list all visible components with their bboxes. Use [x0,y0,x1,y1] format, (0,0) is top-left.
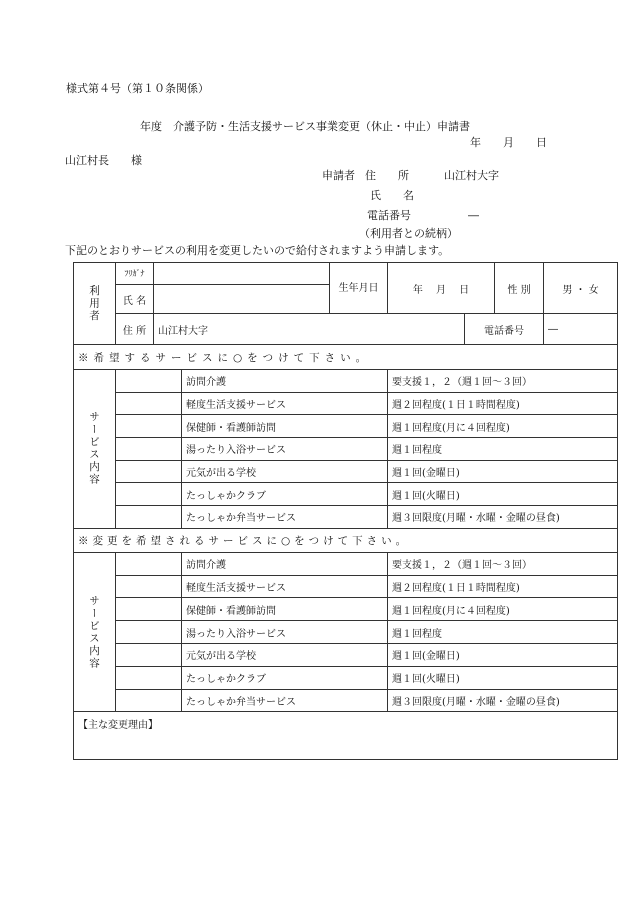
change-service-frequency: 週１回(金曜日) [388,644,618,667]
change-reason-label: 【主な変更理由】 [78,720,158,732]
change-service-name: たっしゃか弁当サービス [182,689,388,712]
change-service-frequency: 週１回程度 [388,621,618,644]
change-service-check[interactable] [116,644,182,667]
furigana-label: ﾌﾘｶﾞﾅ [116,263,154,285]
change-service-check[interactable] [116,621,182,644]
desired-service-name: たっしゃかクラブ [182,483,388,506]
desired-service-name: 湯ったり入浴サービス [182,438,388,461]
intro-text: 下記のとおりサービスの利用を変更したいので給付されますよう申請します。 [65,244,450,257]
change-service-name: 訪問介護 [182,552,388,575]
desired-service-check[interactable] [116,370,182,393]
gender-label: 性 別 [495,263,544,314]
gender-select[interactable]: 男 ・ 女 [544,263,618,314]
desired-service-name: 訪問介護 [182,370,388,393]
form-number: 様式第４号（第１０条関係） [66,82,209,95]
application-form-table [73,262,618,760]
desired-service-frequency: 要支援１，２（週１回～３回） [388,370,618,393]
applicant-address-value[interactable]: 山江村大字 [444,169,499,182]
desired-service-frequency: 週１回程度(月に４回程度) [388,415,618,438]
applicant-label: 申請者 [322,169,355,182]
name-label: 氏 名 [116,285,154,314]
change-service-check[interactable] [116,575,182,598]
desired-service-frequency: 週１回程度 [388,438,618,461]
user-label: 利用者 [88,284,100,323]
change-service-check[interactable] [116,598,182,621]
applicant-relation-label: （利用者との続柄） [359,227,458,240]
address-label: 住 所 [116,314,154,345]
furigana-input[interactable] [154,263,330,285]
user-label-cell [74,263,116,345]
phone-label: 電話番号 [465,314,544,345]
change-services-banner: ※変更を希望されるサービスに○をつけて下さい。 [74,528,618,552]
desired-services-label: サービス内容 [88,411,100,487]
phone-input[interactable]: ― [544,314,618,345]
change-service-name: 元気が出る学校 [182,644,388,667]
desired-services-label-cell [74,370,116,529]
applicant-phone-label: 電話番号 [367,209,411,222]
desired-service-check[interactable] [116,506,182,529]
change-service-name: たっしゃかクラブ [182,666,388,689]
desired-service-check[interactable] [116,392,182,415]
desired-service-check[interactable] [116,483,182,506]
desired-service-frequency: 週３回限度(月曜・水曜・金曜の昼食) [388,506,618,529]
desired-service-name: たっしゃか弁当サービス [182,506,388,529]
birth-label: 生年月日 [330,263,388,314]
change-services-label-cell [74,552,116,712]
change-service-check[interactable] [116,552,182,575]
change-service-frequency: 週１回程度(月に４回程度) [388,598,618,621]
addressee: 山江村長 様 [65,154,142,167]
desired-service-frequency: 週２回程度(１日１時間程度) [388,392,618,415]
change-service-frequency: 週３回限度(月曜・水曜・金曜の昼食) [388,689,618,712]
desired-service-check[interactable] [116,438,182,461]
desired-service-name: 元気が出る学校 [182,460,388,483]
change-service-check[interactable] [116,689,182,712]
desired-service-check[interactable] [116,460,182,483]
birth-date-field[interactable]: 年 月 日 [388,263,495,314]
applicant-name-label: 氏 名 [370,189,414,202]
form-title: 年度 介護予防・生活支援サービス事業変更（休止・中止）申請書 [140,120,470,133]
change-reason-field[interactable] [74,712,618,760]
applicant-phone-value[interactable]: ― [468,209,479,222]
change-service-check[interactable] [116,666,182,689]
desired-service-check[interactable] [116,415,182,438]
desired-service-name: 軽度生活支援サービス [182,392,388,415]
change-service-frequency: 要支援１，２（週１回～３回） [388,552,618,575]
desired-service-frequency: 週１回(火曜日) [388,483,618,506]
date-line: 年 月 日 [470,136,547,149]
change-service-name: 湯ったり入浴サービス [182,621,388,644]
address-input[interactable]: 山江村大字 [154,314,465,345]
change-service-name: 保健師・看護師訪問 [182,598,388,621]
change-service-frequency: 週２回程度(１日１時間程度) [388,575,618,598]
desired-service-name: 保健師・看護師訪問 [182,415,388,438]
applicant-address-label: 住 所 [365,169,409,182]
name-input[interactable] [154,285,330,314]
change-service-frequency: 週１回(火曜日) [388,666,618,689]
change-services-label: サービス内容 [88,594,100,670]
change-service-name: 軽度生活支援サービス [182,575,388,598]
desired-service-frequency: 週１回(金曜日) [388,460,618,483]
desired-services-banner: ※希望するサービスに○をつけて下さい。 [74,345,618,370]
